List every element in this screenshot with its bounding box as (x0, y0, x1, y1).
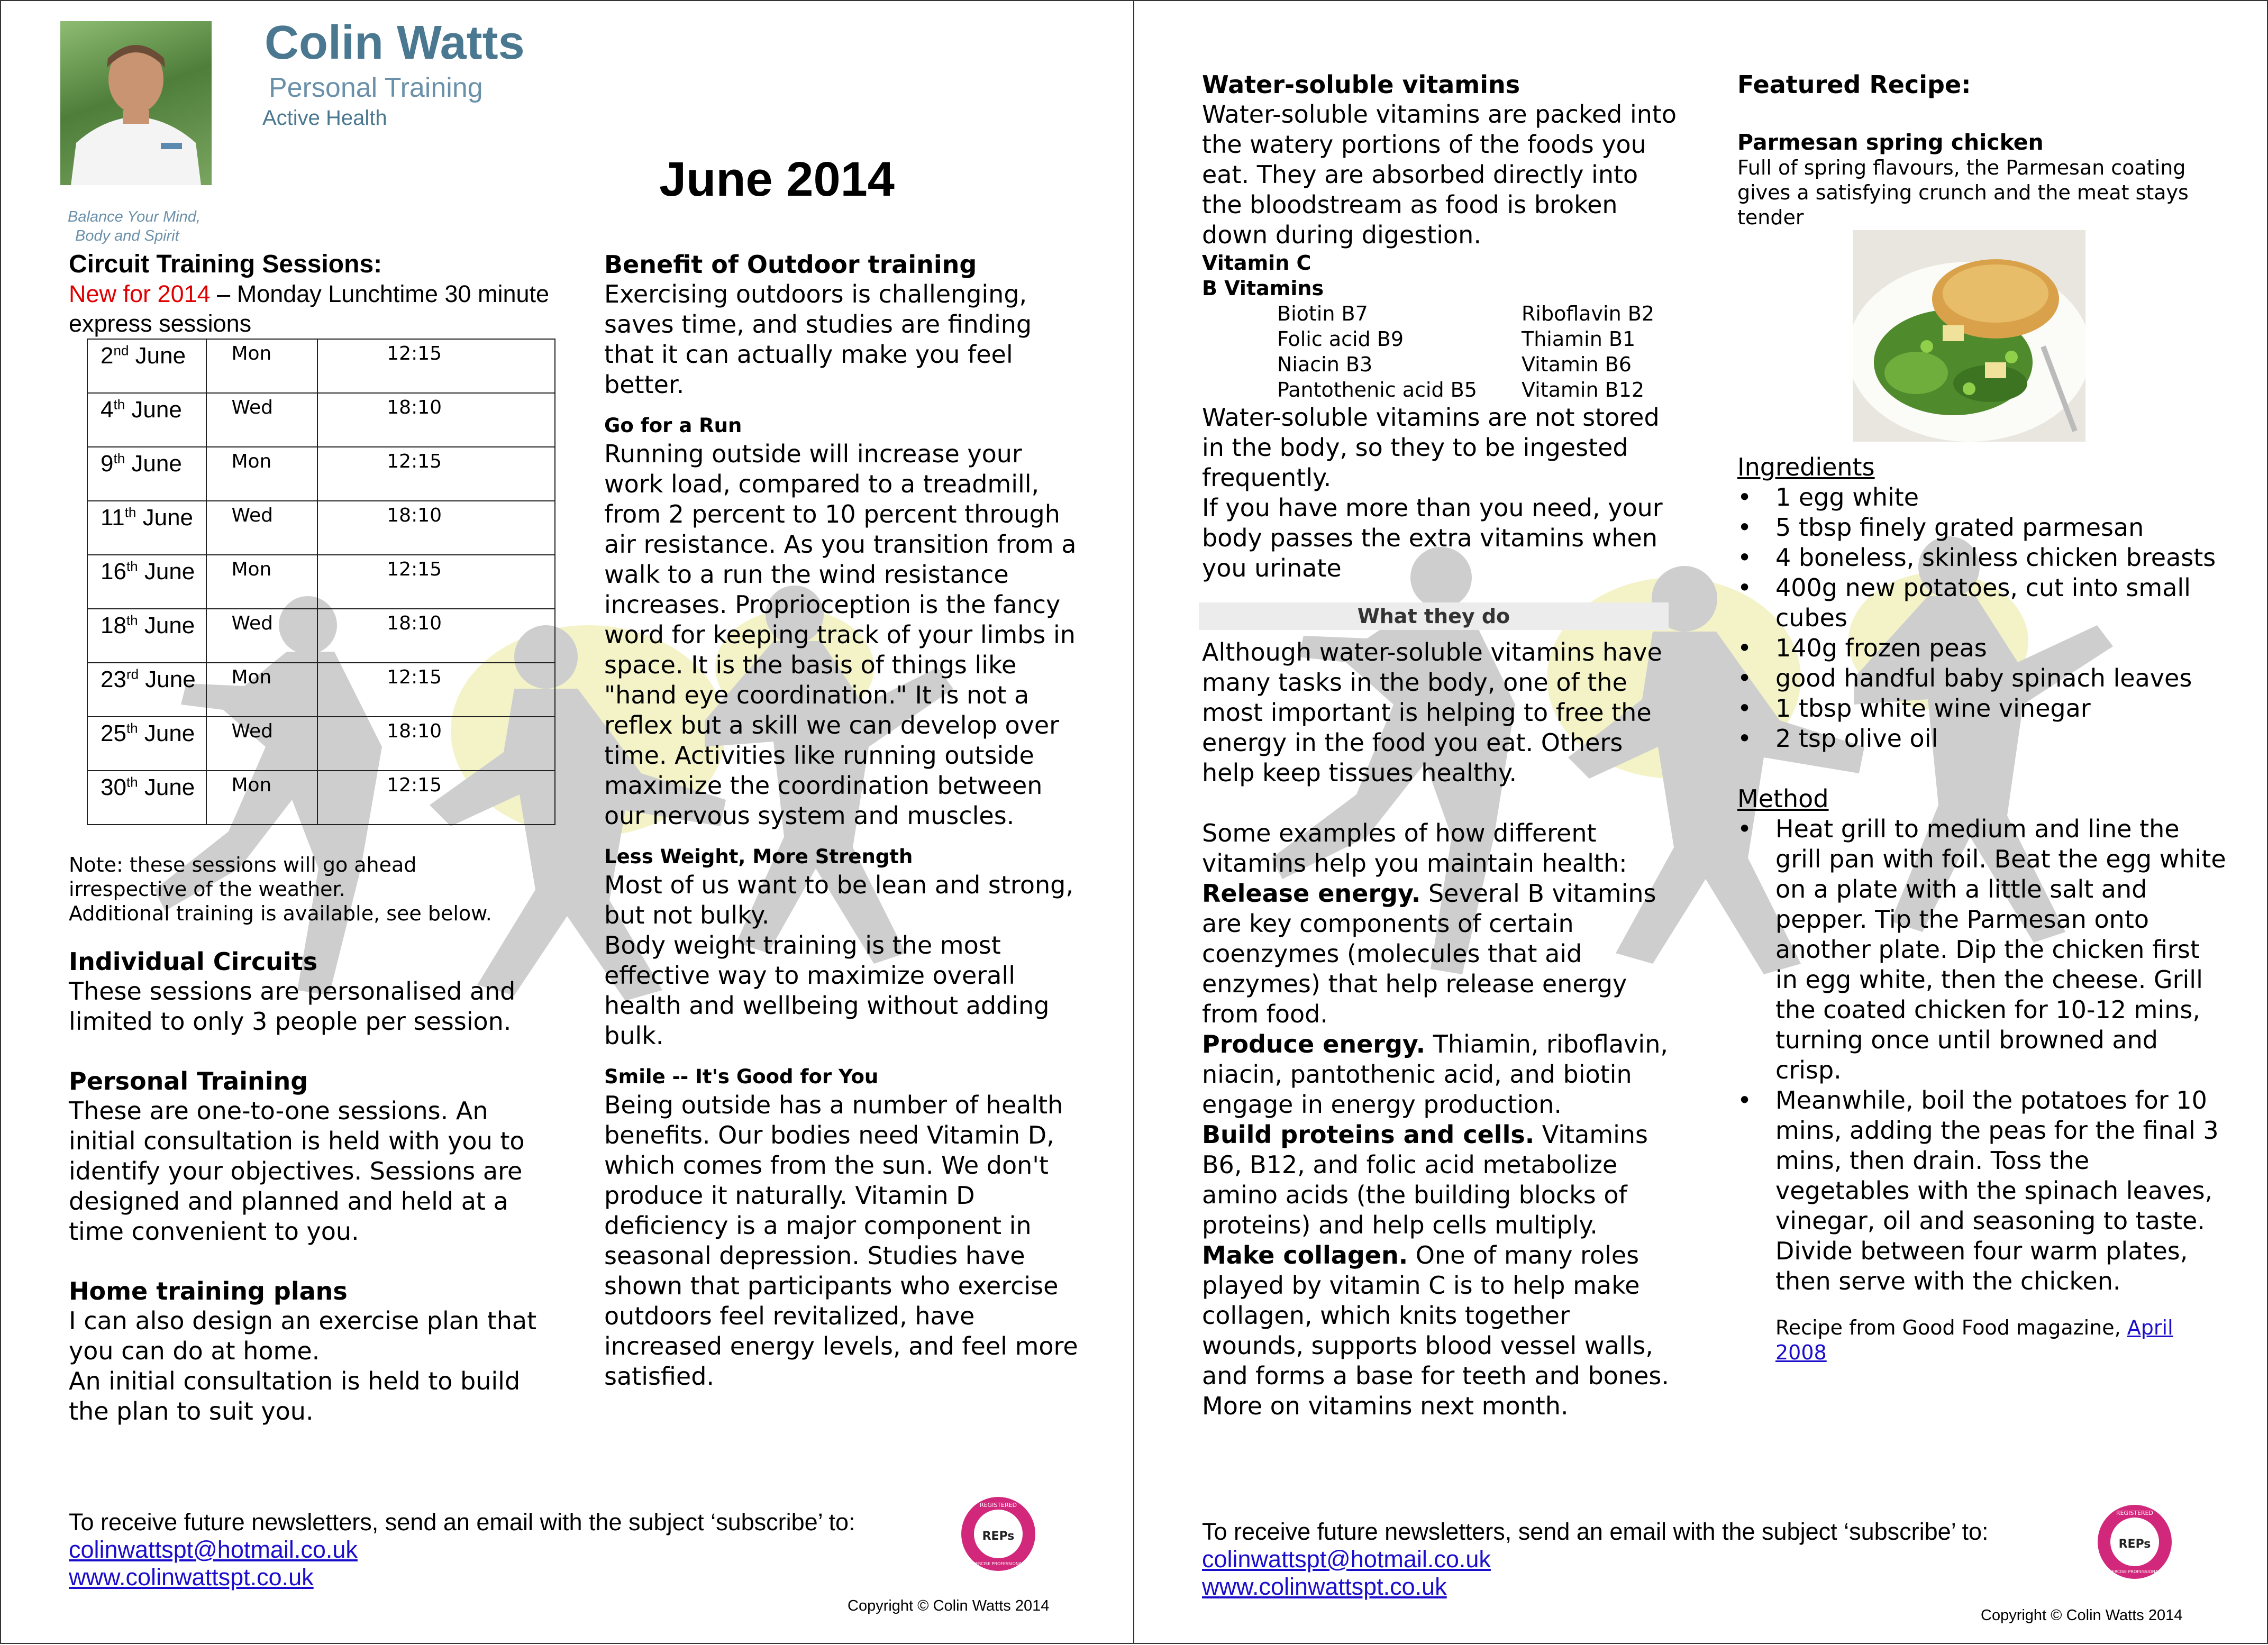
build-proteins (1202, 1120, 1678, 1240)
schedule-date (87, 501, 206, 555)
svg-text:REGISTERED: REGISTERED (979, 1502, 1017, 1509)
personal-text: These are one-to-one sessions. An initial consultation is held with you to identify your objectives. Sessions are designed and planned and held at a time convenient to you. (69, 1096, 525, 1246)
run-heading: Go for a Run (604, 414, 742, 437)
date-suffix: th (126, 720, 138, 736)
brand-line-active-health: Active Health (262, 106, 387, 130)
new-for-2014-label: New for 2014 (69, 280, 211, 307)
recipe-source-link[interactable]: April 2008 (1775, 1316, 2173, 1364)
date-day: 4 (101, 397, 114, 423)
vitamins-intro: Water-soluble vitamins are packed into the watery portions of the foods you eat. They are absorbed directly into the bloodstream as food is broken down during digestion. (1202, 100, 1677, 249)
schedule-weekday: Mon (206, 555, 317, 609)
date-day: 9 (101, 451, 114, 477)
schedule-row (87, 717, 555, 771)
copyright: Copyright © Colin Watts 2014 (1981, 1607, 2183, 1624)
home-text-1: I can also design an exercise plan that you can do at home. (69, 1306, 537, 1365)
note-line-3: Additional training is available, see below. (69, 902, 492, 925)
schedule-weekday: Wed (206, 609, 317, 663)
make-collagen-label: Make collagen. (1202, 1241, 1408, 1269)
date-day: 16 (101, 559, 126, 584)
circuit-new-line (69, 279, 555, 339)
schedule-weekday: Mon (206, 447, 317, 501)
schedule-row (87, 339, 555, 393)
date-day: 11 (101, 505, 125, 531)
date-month: June (125, 451, 182, 477)
schedule-time: 12:15 (317, 447, 555, 501)
smile-heading: Smile -- It's Good for You (604, 1065, 879, 1088)
schedule-time: 12:15 (317, 339, 555, 393)
b-vitamins-list (1202, 301, 1678, 403)
date-month: June (138, 720, 195, 746)
ingredient-item: • 400g new potatoes, cut into small cubes (1775, 573, 2229, 633)
date-suffix: th (124, 504, 136, 520)
outdoor-heading: Benefit of Outdoor training (604, 250, 977, 279)
schedule-weekday: Mon (206, 339, 317, 393)
schedule-date (87, 771, 206, 825)
svg-text:EXERCISE PROFESSIONALS: EXERCISE PROFESSIONALS (970, 1561, 1027, 1566)
schedule-time: 18:10 (317, 609, 555, 663)
outdoor-intro: Exercising outdoors is challenging, saves time, and studies are finding that it can actually make you feel better. (604, 280, 1032, 399)
schedule-time: 18:10 (317, 717, 555, 771)
schedule-date (87, 555, 206, 609)
vitamin-b-label: B Vitamins (1202, 277, 1324, 300)
vitamins-heading: Water-soluble vitamins (1202, 70, 1520, 99)
individual-text: These sessions are personalised and limited to only 3 people per session. (69, 977, 516, 1036)
recipe-column (1737, 70, 2229, 1365)
weight-heading: Less Weight, More Strength (604, 845, 913, 868)
circuit-heading: Circuit Training Sessions: (69, 250, 382, 278)
date-month: June (138, 613, 195, 638)
note-line-1: Note: these sessions will go ahead (69, 853, 417, 876)
website-link[interactable]: www.colinwattspt.co.uk (69, 1564, 314, 1591)
vitamins-column (1202, 70, 1678, 1421)
produce-energy-label: Produce energy. (1202, 1030, 1426, 1058)
brand-line-personal-training: Personal Training (269, 72, 483, 103)
date-month: June (129, 343, 186, 369)
schedule-time: 12:15 (317, 771, 555, 825)
schedule-date (87, 663, 206, 717)
schedule-weekday: Mon (206, 663, 317, 717)
vitamin-c-label: Vitamin C (1202, 251, 1311, 275)
date-month: June (136, 505, 194, 531)
release-energy-label: Release energy. (1202, 879, 1421, 908)
profile-photo (60, 21, 212, 185)
schedule-weekday: Mon (206, 771, 317, 825)
brand-name: Colin Watts (265, 16, 525, 69)
home-text-2: An initial consultation is held to build the plan to suit you. (69, 1367, 521, 1425)
email-link[interactable]: colinwattspt@hotmail.co.uk (1202, 1546, 1491, 1573)
storage-text-2: If you have more than you need, your body passes the extra vitamins when you urinate (1202, 494, 1663, 582)
personal-heading: Personal Training (69, 1067, 308, 1095)
schedule-row (87, 393, 555, 447)
schedule-weekday: Wed (206, 501, 317, 555)
website-link[interactable]: www.colinwattspt.co.uk (1202, 1573, 1447, 1600)
ingredient-item: • good handful baby spinach leaves (1775, 663, 2229, 693)
smile-text: Being outside has a number of health benefits. Our bodies need Vitamin D, which comes from the sun. We don't produce it naturally. Vitamin D deficiency is a major component in seasonal depression. Studies have shown that participants who exercise outdoors feel revitalized, have increased energy levels, and feel more satisfied. (604, 1091, 1078, 1391)
ingredient-item: • 1 tbsp white wine vinegar (1775, 693, 2229, 724)
b-vitamin-item: Vitamin B6 (1522, 353, 1632, 376)
copyright: Copyright © Colin Watts 2014 (848, 1597, 1050, 1614)
date-day: 23 (101, 666, 126, 692)
new-for-2014-text: – Monday Lunchtime 30 minute express sessions (69, 280, 550, 337)
left-page (0, 0, 1134, 1644)
b-vitamins-col-1 (1277, 301, 1522, 403)
ingredient-item: • 4 boneless, skinless chicken breasts (1775, 543, 2229, 573)
method-heading: Method (1737, 784, 1829, 813)
date-day: 18 (101, 613, 126, 638)
method-step: • Heat grill to medium and line the grill pan with foil. Beat the egg white on a plate with a little salt and pepper. Tip the Parmesan onto another plate. Dip the chicken first in egg white, then the cheese. Grill the coated chicken for 10-12 mins, turning once until browned and crisp. (1775, 814, 2229, 1085)
recipe-source-text: Recipe from Good Food magazine, (1775, 1316, 2127, 1339)
featured-recipe-heading: Featured Recipe: (1737, 70, 1971, 99)
schedule-weekday: Wed (206, 393, 317, 447)
weight-text-1: Most of us want to be lean and strong, but not bulky. (604, 871, 1073, 929)
date-day: 2 (101, 343, 114, 369)
chicken-dish-photo-icon (1853, 230, 2085, 442)
what-they-do-heading: What they do (1357, 605, 1510, 628)
tagline-line-2: Body and Spirit (75, 227, 179, 244)
storage-text-1: Water-soluble vitamins are not stored in the body, so they to be ingested frequently. (1202, 403, 1660, 492)
newsletter-title: June 2014 (659, 152, 895, 206)
reps-badge-icon (2096, 1503, 2173, 1580)
make-collagen-text: One of many roles played by vitamin C is to help make collagen, which knits together wounds, supports blood vessel walls, and forms a base for teeth and bones. (1202, 1241, 1669, 1390)
date-suffix: rd (126, 666, 139, 682)
recipe-description: Full of spring flavours, the Parmesan coating gives a satisfying crunch and the meat stays tender (1737, 156, 2189, 229)
schedule-time: 18:10 (317, 393, 555, 447)
method-step: • Meanwhile, boil the potatoes for 10 mins, adding the peas for the final 3 mins, then drain. Toss the vegetables with the spinach leaves, vinegar, oil and seasoning to taste. Divide between four warm plates, then serve with the chicken. (1775, 1085, 2229, 1296)
b-vitamin-item: Vitamin B12 (1522, 378, 1645, 401)
ingredient-item: • 1 egg white (1775, 482, 2229, 513)
recipe-source (1737, 1315, 2229, 1365)
weight-text-2: Body weight training is the most effective way to maximize overall health and wellbeing without adding bulk. (604, 931, 1050, 1050)
b-vitamin-item: Pantothenic acid B5 (1277, 378, 1477, 401)
outdoor-column (604, 250, 1080, 1392)
date-suffix: nd (113, 342, 129, 359)
b-vitamins-col-2 (1522, 301, 1654, 403)
ingredients-list (1737, 482, 2229, 754)
right-page (1133, 0, 2268, 1644)
date-suffix: th (126, 558, 138, 574)
release-energy-text: Several B vitamins are key components of certain coenzymes (molecules that aid enzymes) that help release energy from food. (1202, 879, 1656, 1028)
schedule-row (87, 555, 555, 609)
note-line-2: irrespective of the weather. (69, 878, 345, 901)
run-text: Running outside will increase your work load, compared to a treadmill, from 2 percent to 10 percent through air resistance. As you transition from a walk to a run the wind resistance increases. Proprioception is the fancy word for keeping track of your limbs in space. It is the basis of things like "hand eye coordination." It is not a reflex but a skill we can develop over time. Activities like running outside maximize the coordination between our nervous system and muscles. (604, 440, 1077, 830)
schedule-time: 12:15 (317, 663, 555, 717)
right-footer (1202, 1518, 2101, 1601)
b-vitamin-item: Thiamin B1 (1522, 327, 1636, 351)
subscribe-text: To receive future newsletters, send an email with the subject ‘subscribe’ to: (69, 1509, 855, 1536)
schedule-date (87, 447, 206, 501)
more-vitamins: More on vitamins next month. (1202, 1392, 1569, 1420)
schedule-body (87, 339, 555, 825)
recipe-title: Parmesan spring chicken (1737, 130, 2044, 155)
schedule-time: 12:15 (317, 555, 555, 609)
produce-energy (1202, 1029, 1678, 1120)
schedule-time: 18:10 (317, 501, 555, 555)
svg-text:REGISTERED: REGISTERED (2116, 1510, 2154, 1516)
left-column (69, 250, 555, 1427)
ingredient-item: • 2 tsp olive oil (1775, 724, 2229, 754)
person-photo-icon (60, 21, 212, 185)
ingredients-heading: Ingredients (1737, 453, 1875, 481)
date-day: 25 (101, 720, 126, 746)
tagline-line-1: Balance Your Mind, (68, 208, 201, 225)
schedule-row (87, 771, 555, 825)
ingredient-item: • 5 tbsp finely grated parmesan (1775, 513, 2229, 543)
svg-text:EXERCISE PROFESSIONALS: EXERCISE PROFESSIONALS (2106, 1569, 2163, 1574)
date-suffix: th (126, 612, 138, 628)
produce-energy-text: Thiamin, riboflavin, niacin, pantothenic acid, and biotin engage in energy production. (1202, 1030, 1668, 1119)
date-suffix: th (113, 396, 125, 413)
ingredient-item: • 140g frozen peas (1775, 633, 2229, 663)
build-proteins-label: Build proteins and cells. (1202, 1120, 1535, 1149)
schedule-date (87, 609, 206, 663)
schedule-date (87, 393, 206, 447)
b-vitamin-item: Biotin B7 (1277, 302, 1368, 325)
b-vitamin-item: Niacin B3 (1277, 353, 1373, 376)
date-month: June (138, 559, 195, 584)
what-they-do-text: Although water-soluble vitamins have many tasks in the body, one of the most important is helping to free the energy in the food you eat. Others help keep tissues healthy. (1202, 638, 1662, 787)
schedule-row (87, 501, 555, 555)
svg-text:REPs: REPs (2118, 1538, 2151, 1551)
schedule-date (87, 717, 206, 771)
date-month: June (139, 666, 196, 692)
method-list (1737, 814, 2229, 1296)
date-suffix: th (113, 450, 125, 467)
circuit-schedule-table (87, 339, 555, 825)
home-heading: Home training plans (69, 1277, 348, 1305)
schedule-row (87, 447, 555, 501)
date-suffix: th (126, 774, 138, 790)
date-month: June (138, 774, 195, 800)
date-day: 30 (101, 774, 126, 800)
subscribe-text: To receive future newsletters, send an email with the subject ‘subscribe’ to: (1202, 1518, 1989, 1545)
release-energy (1202, 879, 1678, 1029)
reps-badge-icon (960, 1495, 1037, 1573)
left-footer (69, 1509, 968, 1591)
b-vitamin-item: Folic acid B9 (1277, 327, 1404, 351)
schedule-row (87, 609, 555, 663)
circuit-note (69, 853, 555, 926)
schedule-weekday: Wed (206, 717, 317, 771)
examples-intro: Some examples of how different vitamins help you maintain health: (1202, 819, 1627, 878)
svg-text:REPs: REPs (982, 1530, 1015, 1543)
schedule-row (87, 663, 555, 717)
build-proteins-text: Vitamins B6, B12, and folic acid metabolize amino acids (the building blocks of proteins) and help cells multiply. (1202, 1120, 1648, 1239)
make-collagen (1202, 1240, 1678, 1391)
individual-heading: Individual Circuits (69, 947, 318, 976)
date-month: June (125, 397, 182, 423)
schedule-date (87, 339, 206, 393)
email-link[interactable]: colinwattspt@hotmail.co.uk (69, 1536, 358, 1563)
b-vitamin-item: Riboflavin B2 (1522, 302, 1655, 325)
what-they-do-bar (1199, 602, 1669, 630)
